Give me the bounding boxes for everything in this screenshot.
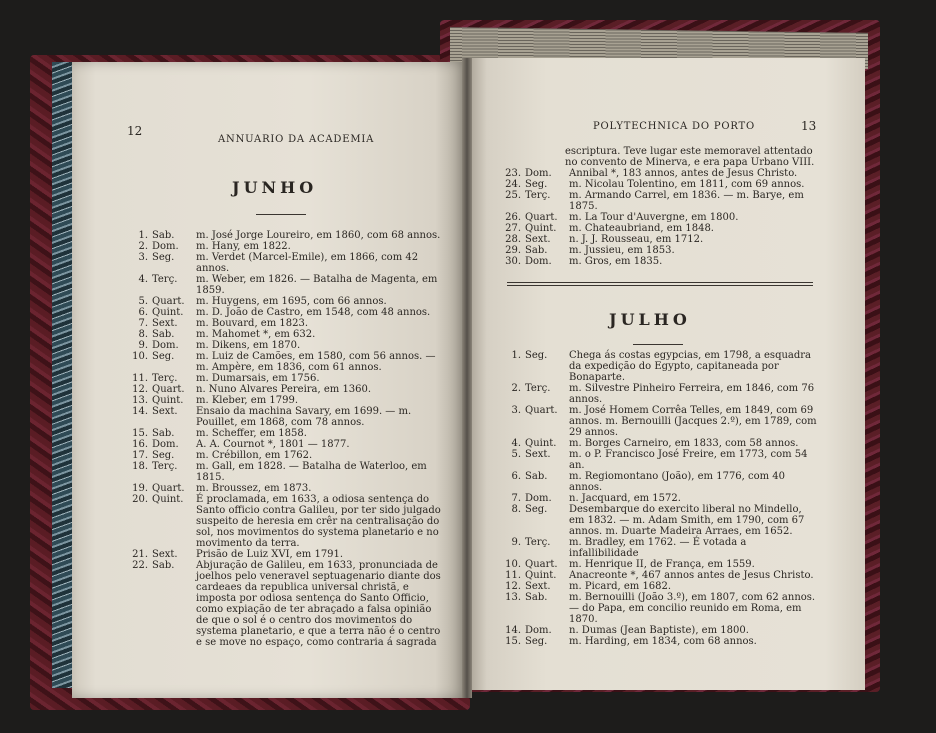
list-item xyxy=(497,493,817,504)
weekday-label: Sext. xyxy=(152,318,178,329)
list-item xyxy=(497,559,817,570)
weekday-label: Terç. xyxy=(525,537,551,548)
list-item xyxy=(124,241,444,252)
day-number: 22. xyxy=(132,560,148,571)
entry-text: m. D. João de Castro, em 1548, com 48 annos. xyxy=(196,307,431,318)
list-item xyxy=(124,318,444,329)
list-item xyxy=(497,383,817,405)
day-number: 25. xyxy=(505,190,521,201)
weekday-label: Sab. xyxy=(152,329,175,340)
day-number: 2. xyxy=(511,383,521,394)
entry-text: m. Dikens, em 1870. xyxy=(196,340,301,351)
day-number: 3. xyxy=(511,405,521,416)
day-number: 7. xyxy=(138,318,148,329)
day-number: 3. xyxy=(138,252,148,263)
list-item xyxy=(497,636,817,647)
weekday-label: Quart. xyxy=(525,212,558,223)
month-heading: JULHO xyxy=(609,310,691,329)
list-item xyxy=(124,296,444,307)
entry-text: m. Silvestre Pinheiro Ferreira, em 1846, com 76 annos. xyxy=(569,383,815,405)
weekday-label: Sab. xyxy=(525,592,548,603)
entry-text: m. Bouvard, em 1823. xyxy=(196,318,309,329)
list-item xyxy=(124,428,444,439)
entry-text: Chega ás costas egypcias, em 1798, a esquadra da expedição do Egypto, capitaneada por Bonaparte. xyxy=(569,350,812,383)
entry-text: m. José Jorge Loureiro, em 1860, com 68 annos. xyxy=(196,230,441,241)
entry-text: m. La Tour d'Auvergne, em 1800. xyxy=(569,212,739,223)
weekday-label: Sext. xyxy=(525,449,551,460)
weekday-label: Dom. xyxy=(152,241,179,252)
list-item xyxy=(124,230,444,241)
list-item xyxy=(124,395,444,406)
list-item xyxy=(124,340,444,351)
day-number: 7. xyxy=(511,493,521,504)
entry-text: Annibal *, 183 annos, antes de Jesus Christo. xyxy=(569,168,798,179)
day-number: 15. xyxy=(505,636,521,647)
entry-text: m. Gros, em 1835. xyxy=(569,256,663,267)
entry-text: m. Mahomet *, em 632. xyxy=(196,329,316,340)
weekday-label: Quart. xyxy=(525,405,558,416)
right-page xyxy=(467,58,865,690)
day-number: 1. xyxy=(511,350,521,361)
weekday-label: Dom. xyxy=(525,256,552,267)
entry-text: m. o P. Francisco José Freire, em 1773, com 54 an. xyxy=(569,449,808,471)
list-item xyxy=(497,625,817,636)
entry-text: Ensaio da machina Savary, em 1699. — m. Pouillet, em 1868, com 78 annos. xyxy=(196,406,412,428)
entry-text: m. Hany, em 1822. xyxy=(196,241,291,252)
day-number: 9. xyxy=(511,537,521,548)
page-number: 12 xyxy=(127,124,143,138)
day-list xyxy=(124,230,444,648)
entry-text: Prisão de Luiz XVI, em 1791. xyxy=(196,549,344,560)
weekday-label: Quint. xyxy=(152,494,184,505)
list-item xyxy=(497,504,817,537)
weekday-label: Quint. xyxy=(525,223,557,234)
list-item xyxy=(497,537,817,559)
day-number: 4. xyxy=(138,274,148,285)
weekday-label: Sext. xyxy=(152,406,178,417)
book-gutter xyxy=(462,58,472,698)
list-item xyxy=(124,450,444,461)
day-number: 12. xyxy=(132,384,148,395)
entry-text: É proclamada, em 1633, a odiosa sentença do Santo officio contra Galileu, por ter sido julgado suspeito de heresia em crêr na centralisação do sol, nos movimentos do systema planetario e no movimento da terra. xyxy=(196,494,441,549)
weekday-label: Dom. xyxy=(152,340,179,351)
day-number: 2. xyxy=(138,241,148,252)
day-number: 12. xyxy=(505,581,521,592)
list-item xyxy=(124,549,444,560)
entry-text: m. Regiomontano (João), em 1776, com 40 annos. xyxy=(569,471,786,493)
weekday-label: Seg. xyxy=(152,252,175,263)
entry-text: A. A. Cournot *, 1801 — 1877. xyxy=(196,439,350,450)
entry-text: n. Dumas (Jean Baptiste), em 1800. xyxy=(569,625,749,636)
entry-text: n. Jacquard, em 1572. xyxy=(569,493,681,504)
day-number: 8. xyxy=(138,329,148,340)
weekday-label: Terç. xyxy=(152,274,178,285)
day-number: 10. xyxy=(505,559,521,570)
entry-text: m. Borges Carneiro, em 1833, com 58 annos. xyxy=(569,438,799,449)
running-head: ANNUARIO DA ACADEMIA xyxy=(218,134,375,145)
weekday-label: Sab. xyxy=(525,245,548,256)
entry-text: m. Scheffer, em 1858. xyxy=(196,428,307,439)
entry-text: n. J. J. Rousseau, em 1712. xyxy=(569,234,704,245)
weekday-label: Terç. xyxy=(525,190,551,201)
list-item xyxy=(497,350,817,383)
entry-text: m. Gall, em 1828. — Batalha de Waterloo, em 1815. xyxy=(196,461,427,483)
list-item xyxy=(497,168,817,179)
list-item xyxy=(497,581,817,592)
list-item xyxy=(497,405,817,438)
day-number: 18. xyxy=(132,461,148,472)
day-number: 9. xyxy=(138,340,148,351)
day-number: 5. xyxy=(138,296,148,307)
weekday-label: Sab. xyxy=(525,471,548,482)
list-item xyxy=(124,252,444,274)
list-item xyxy=(497,449,817,471)
day-number: 11. xyxy=(505,570,521,581)
list-item xyxy=(124,439,444,450)
entry-text: m. Bradley, em 1762. — É votada a infallibilidade xyxy=(569,537,747,559)
list-item xyxy=(124,483,444,494)
list-item xyxy=(124,560,444,648)
day-number: 11. xyxy=(132,373,148,384)
entry-text: m. Chateaubriand, em 1848. xyxy=(569,223,714,234)
day-number: 21. xyxy=(132,549,148,560)
day-number: 15. xyxy=(132,428,148,439)
entry-text: m. Kleber, em 1799. xyxy=(196,395,298,406)
weekday-label: Quart. xyxy=(152,384,185,395)
entry-text: n. Nuno Alvares Pereira, em 1360. xyxy=(196,384,372,395)
day-number: 13. xyxy=(505,592,521,603)
entry-text: m. Picard, em 1682. xyxy=(569,581,672,592)
entry-text: m. José Homem Corrêa Telles, em 1849, com 69 annos. m. Bernouilli (Jacques 2.º), em 1789, com 29 annos. xyxy=(569,405,817,438)
month-rule xyxy=(256,214,306,215)
weekday-label: Sext. xyxy=(525,234,551,245)
list-item xyxy=(124,351,444,373)
day-number: 23. xyxy=(505,168,521,179)
entry-text: m. Jussieu, em 1853. xyxy=(569,245,675,256)
entry-text: m. Broussez, em 1873. xyxy=(196,483,312,494)
entry-text: m. Weber, em 1826. — Batalha de Magenta, em 1859. xyxy=(196,274,438,296)
list-item xyxy=(124,329,444,340)
continuation-text: escriptura. Teve lugar este memoravel attentado no convento de Minerva, e era papa Urbano VIII. xyxy=(565,146,815,168)
list-item xyxy=(497,212,817,223)
weekday-label: Quint. xyxy=(152,395,184,406)
month-divider xyxy=(507,282,813,286)
list-item xyxy=(497,179,817,190)
day-number: 28. xyxy=(505,234,521,245)
page-number: 13 xyxy=(801,119,817,133)
running-head: POLYTECHNICA DO PORTO xyxy=(593,121,755,132)
list-item xyxy=(497,592,817,625)
weekday-label: Sext. xyxy=(525,581,551,592)
weekday-label: Terç. xyxy=(525,383,551,394)
entry-text: Anacreonte *, 467 annos antes de Jesus Christo. xyxy=(569,570,814,581)
list-item xyxy=(124,307,444,318)
day-list xyxy=(497,350,817,647)
weekday-label: Quart. xyxy=(152,483,185,494)
entry-text: m. Dumarsais, em 1756. xyxy=(196,373,320,384)
weekday-label: Terç. xyxy=(152,373,178,384)
weekday-label: Quart. xyxy=(525,559,558,570)
day-number: 26. xyxy=(505,212,521,223)
list-item xyxy=(124,384,444,395)
weekday-label: Sext. xyxy=(152,549,178,560)
weekday-label: Dom. xyxy=(525,493,552,504)
entry-text: m. Luiz de Camões, em 1580, com 56 annos. — m. Ampère, em 1836, com 61 annos. xyxy=(196,351,436,373)
list-item xyxy=(497,223,817,234)
day-number: 13. xyxy=(132,395,148,406)
day-number: 17. xyxy=(132,450,148,461)
weekday-label: Quart. xyxy=(152,296,185,307)
weekday-label: Sab. xyxy=(152,230,175,241)
day-number: 30. xyxy=(505,256,521,267)
entry-text: m. Harding, em 1834, com 68 annos. xyxy=(569,636,757,647)
list-item xyxy=(124,406,444,428)
list-item xyxy=(497,256,817,267)
day-number: 5. xyxy=(511,449,521,460)
day-number: 29. xyxy=(505,245,521,256)
day-number: 8. xyxy=(511,504,521,515)
entry-text: m. Henrique II, de França, em 1559. xyxy=(569,559,755,570)
entry-text: m. Crébillon, em 1762. xyxy=(196,450,313,461)
day-list-top xyxy=(497,168,817,267)
entry-text: m. Huygens, em 1695, com 66 annos. xyxy=(196,296,387,307)
weekday-label: Seg. xyxy=(525,179,548,190)
entry-text: m. Armando Carrel, em 1836. — m. Barye, em 1875. xyxy=(569,190,804,212)
day-number: 6. xyxy=(138,307,148,318)
day-number: 24. xyxy=(505,179,521,190)
weekday-label: Seg. xyxy=(152,351,175,362)
weekday-label: Terç. xyxy=(152,461,178,472)
month-heading: JUNHO xyxy=(232,178,318,197)
list-item xyxy=(124,274,444,296)
list-item xyxy=(497,471,817,493)
day-number: 14. xyxy=(132,406,148,417)
list-item xyxy=(124,373,444,384)
left-page xyxy=(72,62,467,698)
weekday-label: Sab. xyxy=(152,428,175,439)
list-item xyxy=(497,570,817,581)
list-item xyxy=(124,494,444,549)
month-rule xyxy=(633,344,683,345)
list-item xyxy=(497,245,817,256)
day-number: 6. xyxy=(511,471,521,482)
weekday-label: Sab. xyxy=(152,560,175,571)
list-item xyxy=(497,190,817,212)
day-number: 1. xyxy=(138,230,148,241)
day-number: 16. xyxy=(132,439,148,450)
weekday-label: Seg. xyxy=(525,504,548,515)
list-item xyxy=(497,438,817,449)
weekday-label: Quint. xyxy=(152,307,184,318)
weekday-label: Quint. xyxy=(525,438,557,449)
weekday-label: Quint. xyxy=(525,570,557,581)
weekday-label: Seg. xyxy=(525,636,548,647)
weekday-label: Dom. xyxy=(152,439,179,450)
entry-text: m. Nicolau Tolentino, em 1811, com 69 annos. xyxy=(569,179,805,190)
day-number: 27. xyxy=(505,223,521,234)
weekday-label: Seg. xyxy=(152,450,175,461)
day-number: 4. xyxy=(511,438,521,449)
day-number: 14. xyxy=(505,625,521,636)
entry-text: m. Bernouilli (João 3.º), em 1807, com 62 annos. — do Papa, em concilio reunido em Roma, em 1870. xyxy=(569,592,816,625)
day-number: 20. xyxy=(132,494,148,505)
entry-text: Abjuração de Galileu, em 1633, pronunciada de joelhos pelo veneravel septuagenario diante dos cardeaes da republica universal christã, e imposta por odiosa sentença do Santo Officio, como expiação de ter abraçado a falsa opinião de que o sol é o centro dos movimentos do systema planetario, e que a terra não é o centro e se move no espaço, como contraria á sagrada xyxy=(196,560,441,648)
day-number: 19. xyxy=(132,483,148,494)
weekday-label: Dom. xyxy=(525,625,552,636)
weekday-label: Dom. xyxy=(525,168,552,179)
entry-text: Desembarque do exercito liberal no Mindello, em 1832. — m. Adam Smith, em 1790, com 67 annos. m. Duarte Madeira Arraes, em 1652. xyxy=(569,504,805,537)
weekday-label: Seg. xyxy=(525,350,548,361)
list-item xyxy=(497,234,817,245)
list-item xyxy=(124,461,444,483)
entry-text: m. Verdet (Marcel-Emile), em 1866, com 42 annos. xyxy=(196,252,419,274)
day-number: 10. xyxy=(132,351,148,362)
